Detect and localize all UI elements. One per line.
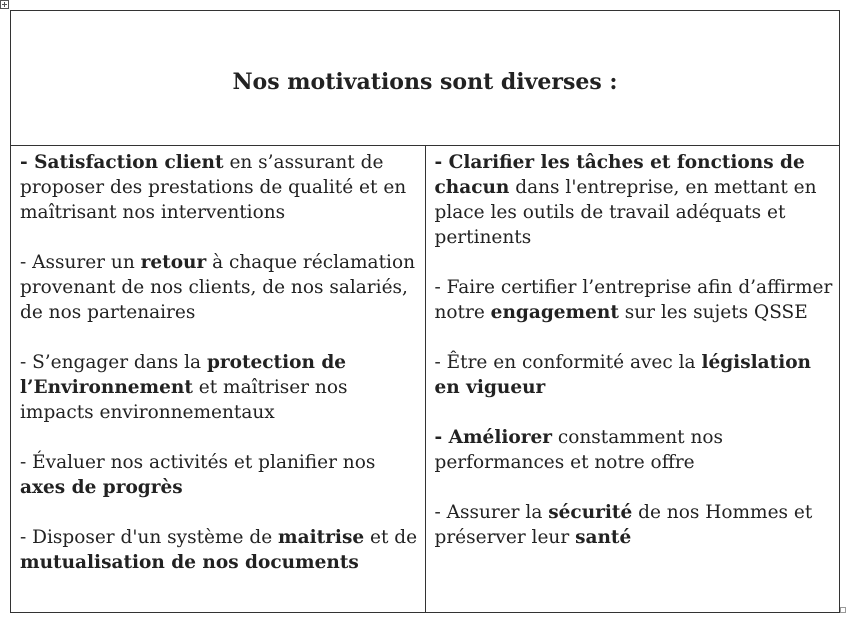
title-row: [11, 11, 840, 146]
motivation-item: [435, 425, 834, 475]
bold-text: mutualisation de nos documents: [20, 552, 359, 573]
motivation-item: [20, 350, 419, 425]
bold-text: axes de progrès: [20, 477, 183, 498]
text: - Être en conformité avec la: [434, 352, 702, 373]
motivation-item: [20, 525, 419, 575]
motivation-item: [20, 450, 419, 500]
bold-text: - Clarifier les tâches et fonctions de chacun: [434, 152, 805, 198]
bold-text: - Améliorer: [434, 427, 552, 448]
bold-text: santé: [575, 527, 632, 548]
bold-text: retour: [140, 252, 207, 273]
text: - Évaluer nos activités et planifier nos: [20, 452, 376, 473]
motivation-item: [20, 250, 419, 325]
motivations-table: [10, 10, 840, 613]
left-column-cell[interactable]: [11, 146, 426, 613]
bold-text: protection de l’Environnement: [20, 352, 347, 398]
right-column-cell[interactable]: [425, 146, 840, 613]
motivation-item: [435, 350, 834, 400]
bold-text: - Satisfaction client: [20, 152, 224, 173]
table-move-handle[interactable]: [0, 0, 9, 9]
text: de nos Hommes et préserver leur: [434, 502, 813, 548]
motivation-item: [435, 150, 834, 250]
right-column: [435, 150, 834, 550]
bold-text: maitrise: [278, 527, 365, 548]
text: sur les sujets QSSE: [618, 302, 808, 323]
left-column: [20, 150, 419, 575]
text: - S’engager dans la: [20, 352, 207, 373]
motivation-item: [435, 500, 834, 550]
text: - Assurer la: [434, 502, 549, 523]
text: à chaque réclamation provenant de nos clients, de nos salariés, de nos partenaires: [20, 252, 415, 323]
motivation-item: [20, 150, 419, 225]
bold-text: législation en vigueur: [434, 352, 812, 398]
content-row: [11, 146, 840, 613]
text: et maîtriser nos impacts environnementaux: [20, 377, 348, 423]
text: constamment nos performances et notre offre: [434, 427, 724, 473]
table-title: Nos motivations sont diverses :: [232, 69, 618, 95]
table-resize-handle[interactable]: [840, 607, 846, 613]
bold-text: engagement: [490, 302, 619, 323]
motivation-item: [435, 275, 834, 325]
text: - Faire certifier l’entreprise afin d’affirmer notre: [434, 277, 833, 323]
text: - Assurer un: [20, 252, 141, 273]
text: en s’assurant de proposer des prestations de qualité et en maîtrisant nos interventions: [20, 152, 407, 223]
text: - Disposer d'un système de: [20, 527, 279, 548]
title-cell[interactable]: [11, 11, 840, 146]
bold-text: sécurité: [548, 502, 633, 523]
text: et de: [364, 527, 418, 548]
text: dans l'entreprise, en mettant en place les outils de travail adéquats et pertinents: [434, 177, 817, 248]
